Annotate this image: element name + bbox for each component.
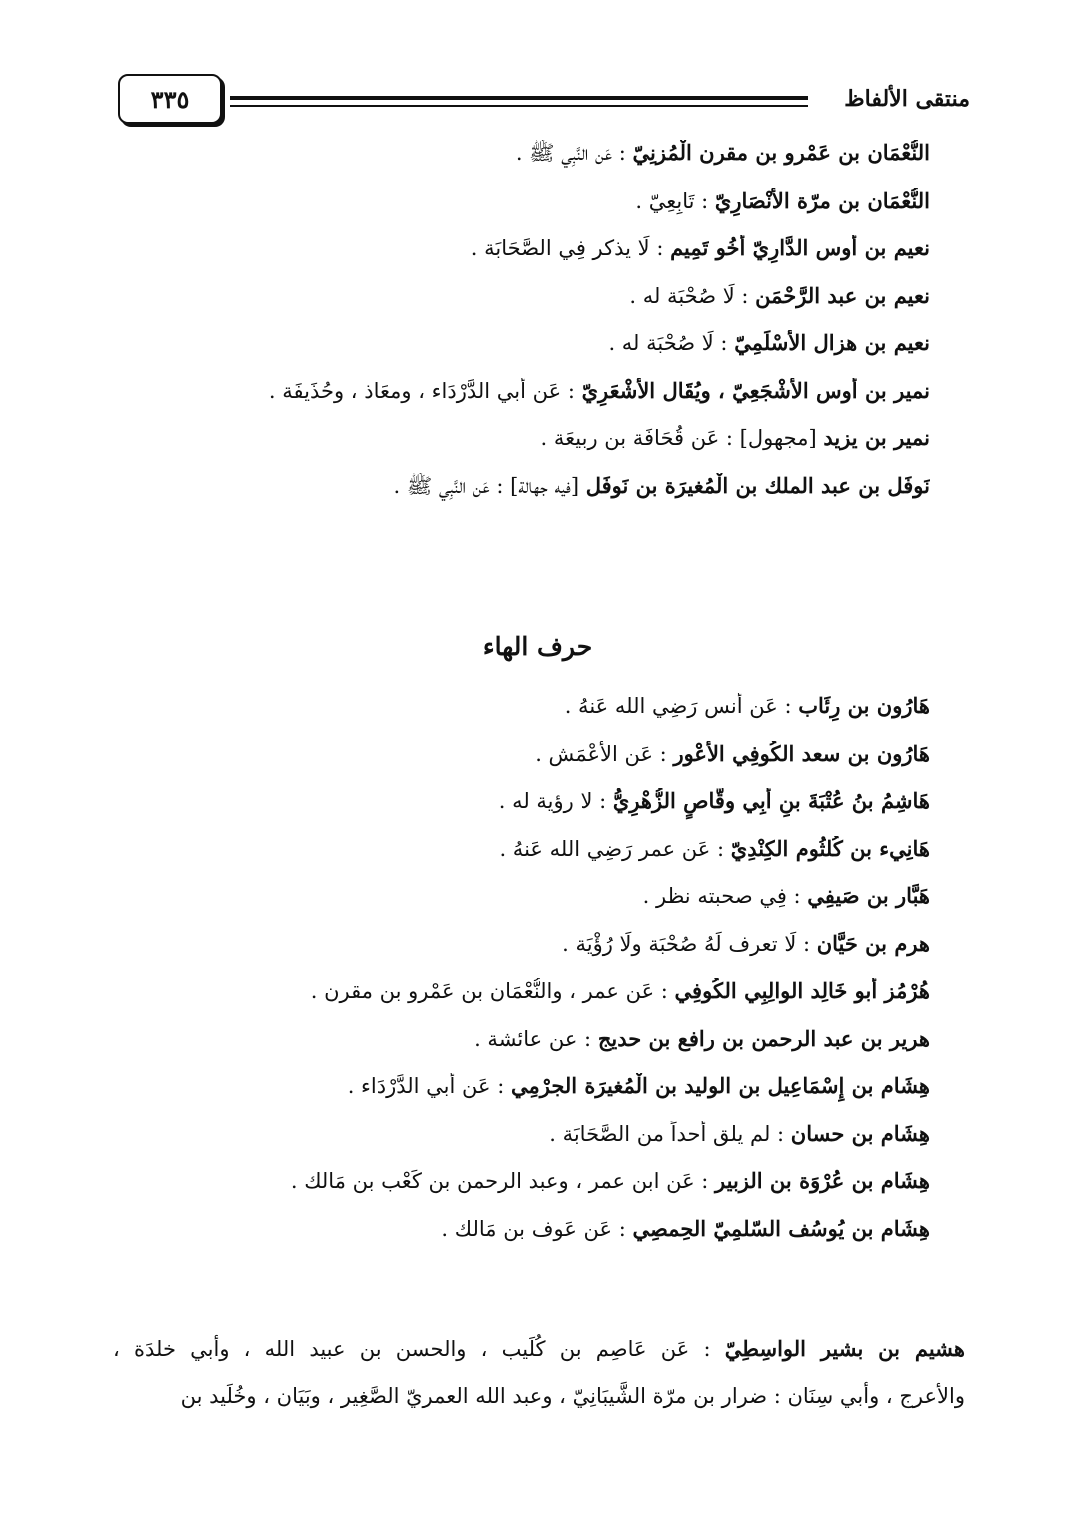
continued-entry-line-2: والأعرج ، وأبي سِنَان : ضرار بن مرّة الشَّيبَانِيّ ، وعبد الله العمريّ الصَّغِير ، وبَيَان ، وخُلَيد بن (180, 1384, 965, 1408)
entry-detail: : لم يلق أحداً من الصَّحَابَة . (549, 1121, 791, 1146)
entry-detail: : فِي صحبته نظر . (642, 884, 808, 908)
entry-name: هَارُون بن سعد الكُوفِي الأعْور (673, 740, 930, 766)
entry-name: هِشَام بن عُرْوَة بن الزبير (715, 1168, 930, 1193)
entry-detail: : لَا صُحْبَة له . (629, 283, 756, 308)
entry-name: النُّعْمَان بن مرّة الأَنْصَارِيّ (714, 187, 930, 213)
entry (100, 978, 930, 1026)
entry-detail: : عَن الأعْمَش . (535, 741, 674, 766)
entry-name: هرم بن حَيَّان (816, 930, 930, 956)
entry (100, 883, 930, 931)
entry-name: هَاشِمُ بنُ عُتْبَةَ بنِ أَبِي وقَّاصٍ الزُّهْرِيُّ (612, 788, 930, 813)
page-header (110, 72, 970, 132)
entry-detail: : عَن عَوف بن مَالك . (441, 1216, 633, 1241)
entry-name: هَارُون بن رِئَاب (798, 693, 930, 718)
entry (100, 1026, 930, 1074)
entry-detail: : لَا صُحْبَة له . (608, 331, 735, 355)
entry (100, 1168, 930, 1216)
entry-name: نعيم بن هزال الأَسْلَمِيّ (734, 330, 930, 355)
entries-list-nun (100, 140, 930, 520)
entry-detail: [مجهول] : عَن قُحَافَة بن ربيعَة . (540, 426, 824, 450)
entry-detail: : عَن النَّبِي ﷺ . (515, 141, 633, 165)
entry-name: هَبَّار بن صَيفِي (807, 883, 930, 908)
entry-detail: : عَن أنس رَضِي الله عَنهُ . (564, 694, 799, 718)
entry-detail: : لَا تعرف لَهُ صُحْبَة ولَا رُؤْيَة . (562, 931, 817, 956)
continued-entry-line-1 (113, 1325, 965, 1373)
entry-detail: : لا رؤية له . (498, 789, 613, 813)
entry-name: هشيم بن بشير الواسِطِيّ (724, 1336, 965, 1361)
section-heading: حرف الهاء (482, 632, 593, 661)
entry (100, 473, 930, 521)
page-number: ٣٣٥ (118, 74, 222, 124)
entry (100, 836, 930, 884)
entry-name: هِشَام بن حسان (790, 1120, 930, 1146)
entries-list-ha (100, 693, 930, 1263)
continued-entry (113, 1325, 965, 1420)
header-rule-thick (230, 96, 808, 100)
entry-name: النُّعْمَان بن عَمْرو بن مقرن الْمُزنِيّ (632, 140, 930, 165)
entry (100, 1216, 930, 1264)
entry (100, 330, 930, 378)
entry-detail: : عَن عمر رَضِي الله عَنهُ . (499, 836, 731, 861)
entry (100, 425, 930, 473)
entry (100, 693, 930, 741)
entry-name: هرير بن عبد الرحمن بن رافع بن حديج (597, 1025, 930, 1051)
entry-name: نَوفَل بن عبد الملك بن الْمُغيرَة بن نَوفَل (585, 472, 930, 498)
entry-name: هُرْمُز أبو خَالِد الوالِبِي الكُوفِي (674, 978, 930, 1003)
entry-detail: : عَن أبي الدَّرْدَاء ، ومعَاذ ، وحُذَيفَة . (268, 378, 582, 403)
entry-name: نمير بن يزيد (823, 425, 930, 450)
entry (100, 235, 930, 283)
entry-detail: : عَن عمر ، والنُّعْمَان بن عَمْرو بن مقرن . (310, 979, 675, 1003)
entry-detail: [فيه جهالة] : عَن النَّبِي ﷺ . (393, 473, 586, 498)
entry-detail: : عَن عَاصِم بن كُلَيب ، والحسن بن عبيد الله ، وأبي خلدَة ، (113, 1337, 725, 1361)
entry (100, 188, 930, 236)
entry-name: نعيم بن عبد الرَّحْمَن (755, 282, 930, 308)
entry (100, 741, 930, 789)
entry (100, 378, 930, 426)
entry-name: هَانِيء بن كُلثُوم الكِنْدِيّ (730, 835, 930, 861)
entry (100, 1073, 930, 1121)
entry-detail: : تَابِعِيّ . (635, 188, 715, 213)
entry-name: هِشَام بن يُوسُف السّلمِيّ الحِمصِي (632, 1215, 930, 1241)
header-rule (230, 96, 808, 110)
running-title: منتقى الألفاظ (844, 86, 970, 112)
entry-detail: : عَن أبي الدَّرْدَاء . (347, 1074, 511, 1098)
entry (100, 283, 930, 331)
entry-detail: : عَن ابن عمر ، وعبد الرحمن بن كَعْب بن مَالك . (290, 1169, 716, 1193)
entry-detail: : عن عائشة . (474, 1026, 598, 1051)
entry-detail: : لَا يذكر فِي الصَّحَابَة . (470, 236, 671, 260)
entry-name: نمير بن أوس الأَشْجَعِيّ ، ويُقَال الأَشْعَرِيّ (581, 377, 930, 403)
header-rule-thin (230, 105, 808, 107)
entry (100, 931, 930, 979)
entry (100, 140, 930, 188)
entry (100, 1121, 930, 1169)
entry-name: نعيم بن أوس الدَّارِيّ أَخُو تَمِيم (670, 235, 930, 260)
entry-name: هِشَام بن إِسْمَاعِيل بن الوليد بن الْمُغيرَة الجرْمِي (510, 1073, 930, 1098)
entry (100, 788, 930, 836)
